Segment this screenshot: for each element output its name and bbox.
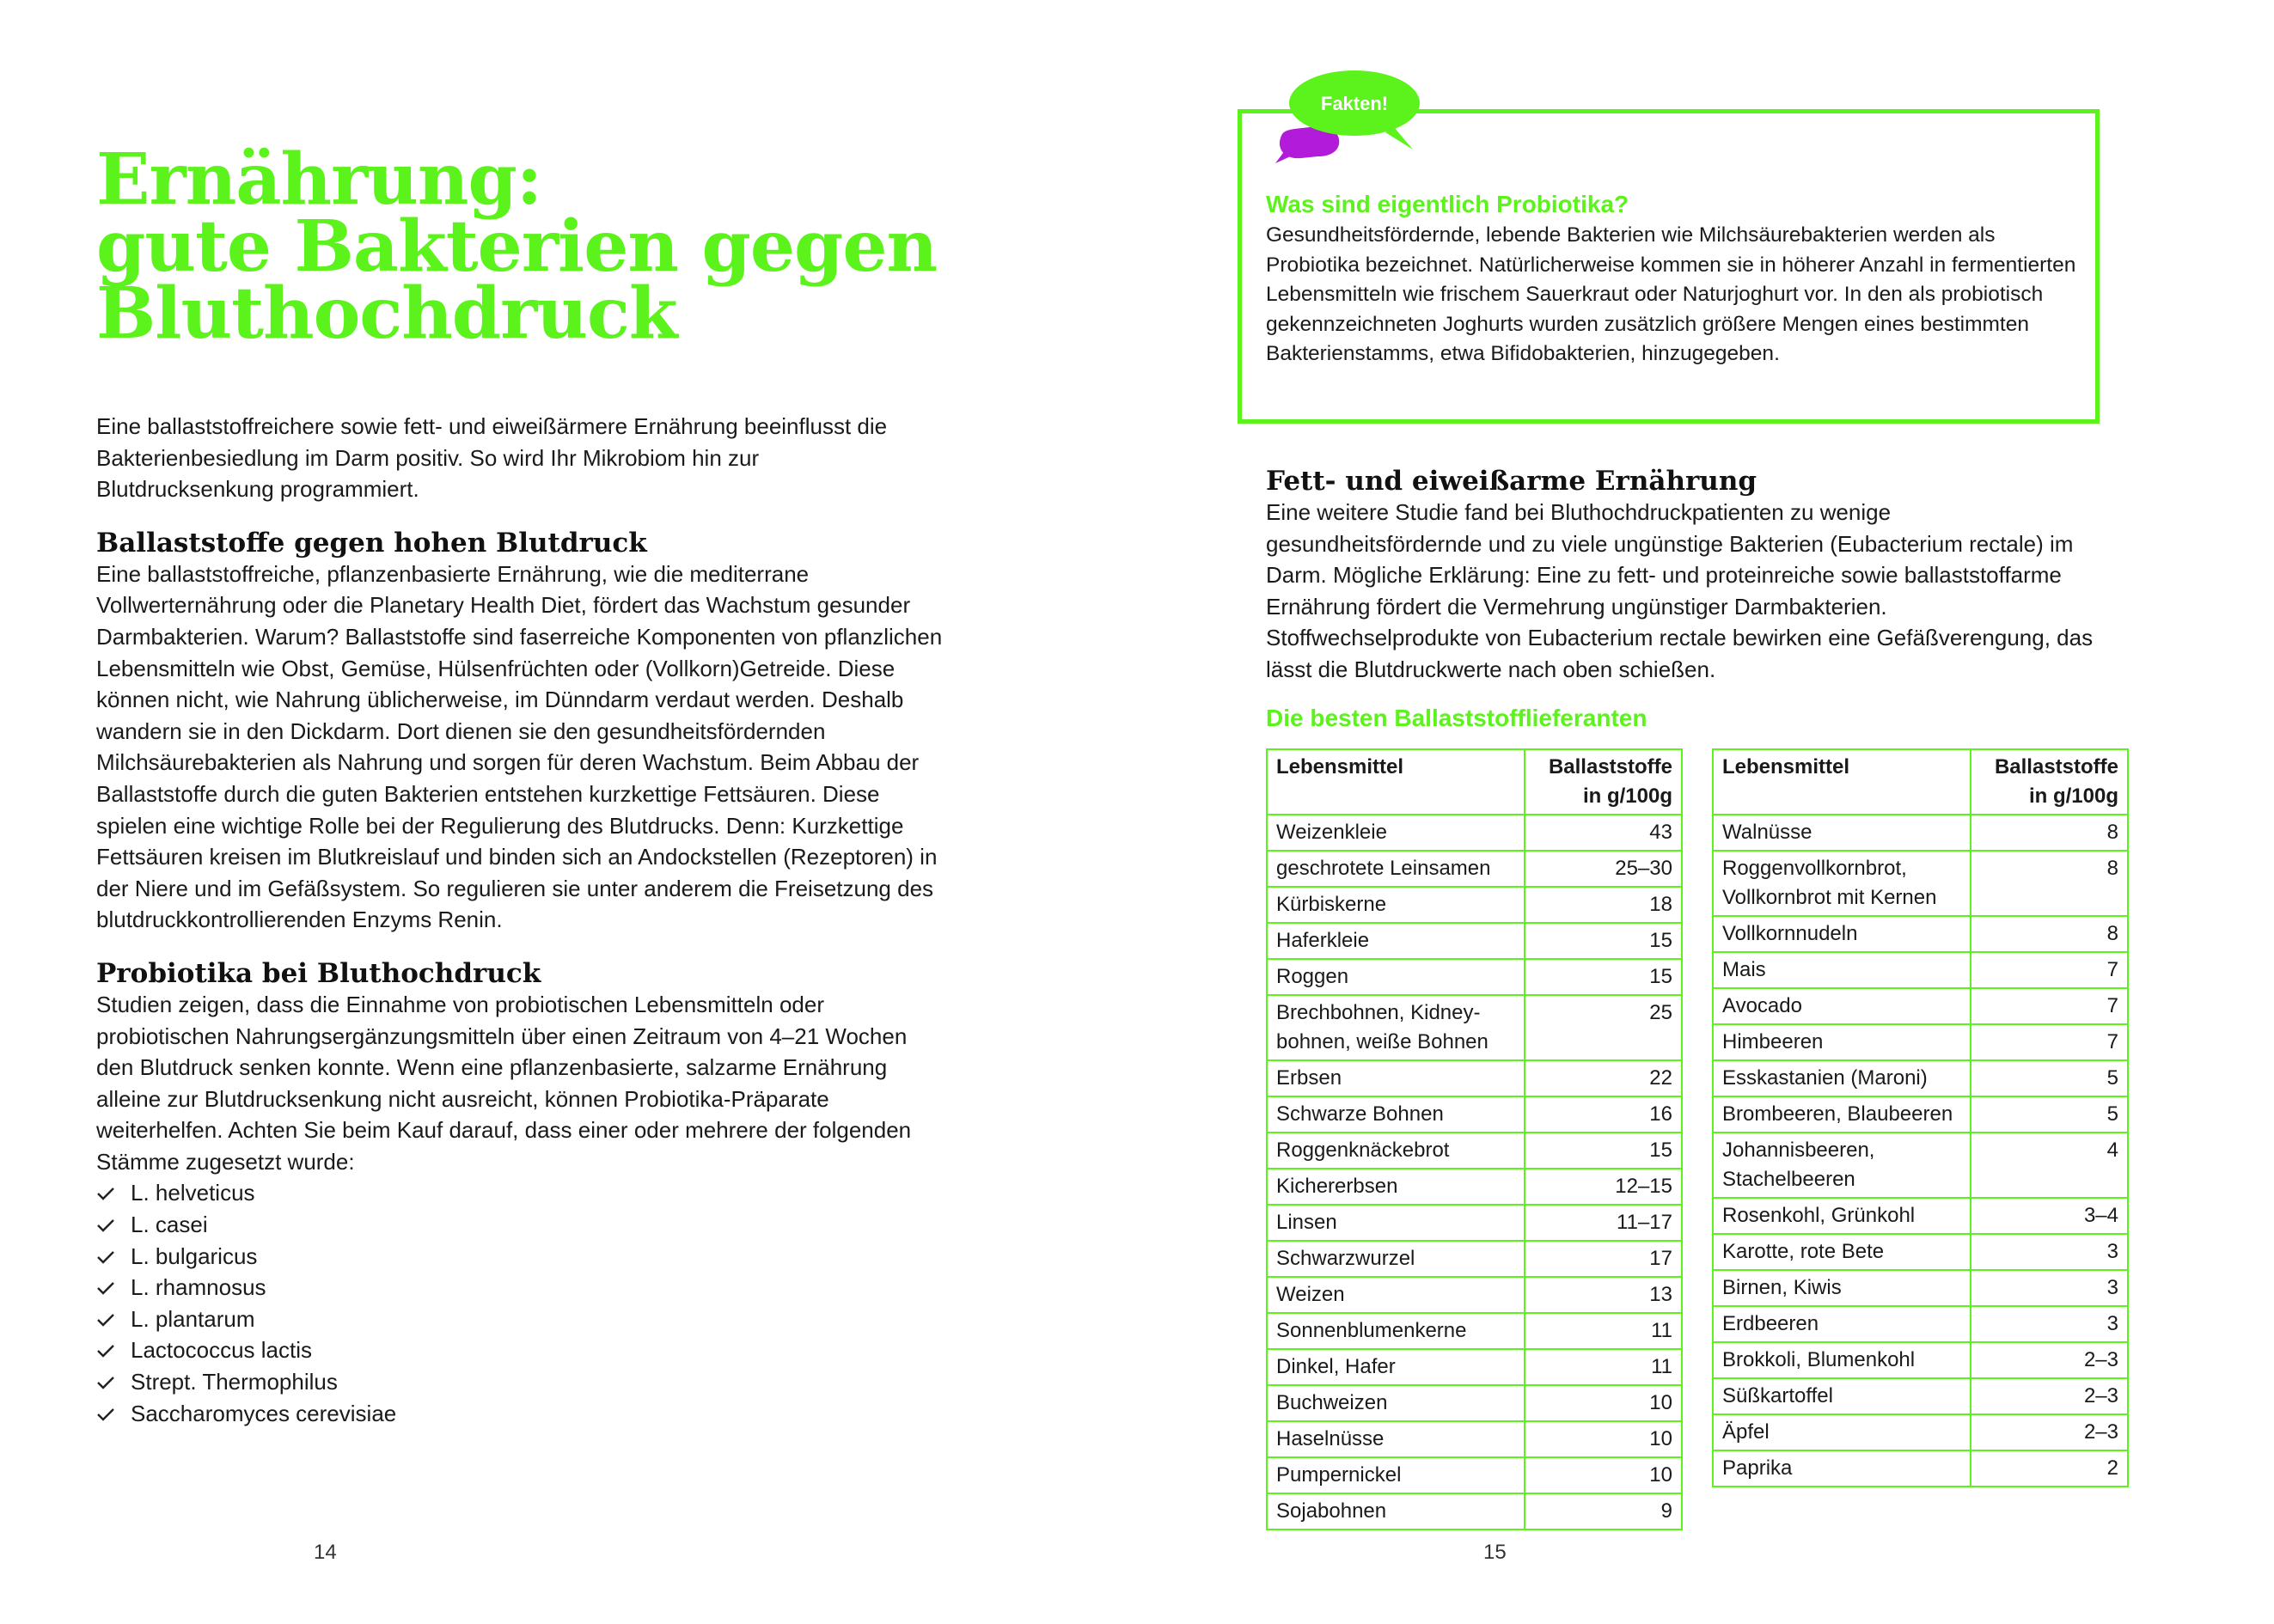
food-name: Weizenkleie	[1267, 815, 1525, 851]
food-name: Pumpernickel	[1267, 1457, 1525, 1493]
fiber-value: 15	[1525, 923, 1682, 959]
food-name: Roggenvollkornbrot, Vollkornbrot mit Kernen	[1713, 851, 1971, 916]
food-name: Sojabohnen	[1267, 1493, 1525, 1529]
table-row	[1713, 1198, 2128, 1234]
section-heading-fiber: Ballaststoffe gegen hohen Blutdruck	[96, 527, 647, 559]
fiber-value: 10	[1525, 1421, 1682, 1457]
title-line-1: Ernährung:	[96, 138, 542, 221]
table-row	[1267, 923, 1682, 959]
food-name: Weizen	[1267, 1277, 1525, 1313]
section-heading-lowfat: Fett- und eiweißarme Ernährung	[1266, 466, 1757, 497]
fiber-value: 10	[1525, 1457, 1682, 1493]
table-row	[1267, 1205, 1682, 1241]
header-fiber: Ballaststoffe in g/100g	[1525, 749, 1682, 815]
checkmark-icon	[96, 1281, 115, 1295]
fiber-value: 2	[1971, 1450, 2128, 1487]
table-header-row	[1267, 749, 1682, 815]
fiber-value: 25–30	[1525, 851, 1682, 887]
food-name: Birnen, Kiwis	[1713, 1270, 1971, 1306]
food-name: Himbeeren	[1713, 1024, 1971, 1060]
table-row	[1267, 995, 1682, 1060]
fiber-value: 43	[1525, 815, 1682, 851]
fact-text: Gesundheitsfördernde, lebende Bakterien wie Milchsäurebakterien werden als Probiotika bezeichnet. Natürlicherweise kommen sie in höherer Anzahl in fermentierten Lebensmitteln wie frischem Sauerkraut oder Naturjoghurt vor. In den als probiotisch gekennzeichneten Joghurts wurden zusätzlich größere Mengen eines bestimmten Bakterienstamms, etwa Bifidobakterien, hinzugegeben.	[1266, 223, 2076, 365]
fiber-value: 11	[1525, 1349, 1682, 1385]
food-name: Erbsen	[1267, 1060, 1525, 1096]
fiber-value: 16	[1525, 1096, 1682, 1133]
strain-label: Saccharomyces cerevisiae	[131, 1400, 397, 1426]
food-name: Linsen	[1267, 1205, 1525, 1241]
strain-label: L. plantarum	[131, 1305, 255, 1332]
fact-content	[1266, 188, 2082, 369]
fiber-value: 12–15	[1525, 1169, 1682, 1205]
fiber-value: 2–3	[1971, 1342, 2128, 1378]
food-name: Johannisbeeren, Stachelbeeren	[1713, 1133, 1971, 1198]
table-row	[1713, 1378, 2128, 1414]
food-name: geschrotete Leinsamen	[1267, 851, 1525, 887]
fiber-value: 10	[1525, 1385, 1682, 1421]
table-row	[1713, 1133, 2128, 1198]
strain-label: L. helveticus	[131, 1180, 255, 1206]
food-name: Schwarze Bohnen	[1267, 1096, 1525, 1133]
table-row	[1713, 1270, 2128, 1306]
fiber-value: 8	[1971, 916, 2128, 952]
table-row	[1267, 1060, 1682, 1096]
table-row	[1267, 815, 1682, 851]
food-name: Esskastanien (Maroni)	[1713, 1060, 1971, 1096]
fact-title: Was sind eigentlich Probiotika?	[1266, 191, 1629, 217]
fiber-value: 11	[1525, 1313, 1682, 1349]
table-row	[1267, 1385, 1682, 1421]
strain-list-item	[96, 1398, 943, 1430]
strain-list-item	[96, 1209, 943, 1241]
table-row	[1267, 959, 1682, 995]
checkmark-icon	[96, 1344, 115, 1358]
strain-label: L. rhamnosus	[131, 1274, 266, 1301]
food-name: Avocado	[1713, 988, 1971, 1024]
fiber-value: 18	[1525, 887, 1682, 923]
fact-badge-label: Fakten!	[1320, 93, 1389, 114]
section-text-fiber: Eine ballaststoffreiche, pflanzenbasierte Ernährung, wie die mediterrane Vollwerternährung oder die Planetary Health Diet, fördert das Wachstum gesunder Darmbakterien. Warum? Ballaststoffe sind faserreiche Komponenten von pflanzlichen Lebensmitteln wie Obst, Gemüse, Hülsenfrüchten oder (Vollkorn)Getreide. Diese können nicht, wie Nahrung üblicherweise, im Dünndarm verdaut werden. Deshalb wandern sie in den Dickdarm. Dort dienen sie den gesundheitsfördernden Milchsäurebakterien als Nahrung und sorgen für deren Wachstum. Beim Abbau der Ballaststoffe durch die guten Bakterien entstehen kurzkettige Fettsäuren. Diese spielen eine wichtige Rolle bei der Regulierung des Blutdrucks. Denn: Kurzkettige Fettsäuren kreisen im Blutkreislauf und binden sich an Andockstellen (Rezeptoren) in der Niere und im Gefäßsystem. So regulieren sie unter anderem die Freisetzung des blutdruckkontrollierenden Enzyms Renin.	[96, 560, 943, 933]
fiber-value: 22	[1525, 1060, 1682, 1096]
low-fat-section	[1266, 466, 2104, 686]
food-name: Haselnüsse	[1267, 1421, 1525, 1457]
table-row	[1713, 1060, 2128, 1096]
title-line-2: gute Bakterien gegen	[96, 205, 938, 288]
table-row	[1267, 1133, 1682, 1169]
table-row	[1713, 952, 2128, 988]
checkmark-icon	[96, 1376, 115, 1389]
table-row	[1267, 1277, 1682, 1313]
page-number-left: 14	[314, 1541, 337, 1564]
title-line-3: Bluthochdruck	[96, 272, 677, 355]
table-row	[1267, 1241, 1682, 1277]
checkmark-icon	[96, 1187, 115, 1200]
table-row	[1713, 916, 2128, 952]
food-name: Walnüsse	[1713, 815, 1971, 851]
food-name: Kürbiskerne	[1267, 887, 1525, 923]
food-name: Vollkornnudeln	[1713, 916, 1971, 952]
food-name: Buchweizen	[1267, 1385, 1525, 1421]
food-name: Roggen	[1267, 959, 1525, 995]
table-row	[1713, 1306, 2128, 1342]
fiber-value: 11–17	[1525, 1205, 1682, 1241]
speech-bubble-icon	[1265, 67, 1437, 166]
food-name: Rosenkohl, Grünkohl	[1713, 1198, 1971, 1234]
fiber-value: 7	[1971, 952, 2128, 988]
strain-list-item	[96, 1177, 943, 1209]
food-name: Roggenknäckebrot	[1267, 1133, 1525, 1169]
section-text-lowfat: Eine weitere Studie fand bei Bluthochdruckpatienten zu wenige gesundheitsfördernde und zu viele ungünstige Bakterien (Eubacterium rectale) im Darm. Mögliche Erklärung: Eine zu fett- und proteinreiche sowie ballaststoffarme Ernährung fördert die Vermehrung ungünstiger Darmbakterien. Stoffwechselprodukte von Eubacterium rectale bewirken eine Gefäßverengung, das lässt die Blutdruckwerte nach oben schießen.	[1266, 499, 2094, 682]
fiber-value: 15	[1525, 1133, 1682, 1169]
strain-list-item	[96, 1334, 943, 1366]
strain-list-item	[96, 1272, 943, 1303]
intro-paragraph: Eine ballaststoffreichere sowie fett- und eiweißärmere Ernährung beeinflusst die Bakterienbesiedlung im Darm positiv. So wird Ihr Mikrobiom hin zur Blutdrucksenkung programmiert.	[96, 413, 888, 503]
food-name: Süßkartoffel	[1713, 1378, 1971, 1414]
section-heading-probiotics: Probiotika bei Bluthochdruck	[96, 957, 541, 989]
checkmark-icon	[96, 1313, 115, 1327]
table-title: Die besten Ballaststofflieferanten	[1266, 705, 1647, 731]
checkmark-icon	[96, 1250, 115, 1264]
food-name: Brechbohnen, Kidney- bohnen, weiße Bohnen	[1267, 995, 1525, 1060]
fiber-value: 3	[1971, 1270, 2128, 1306]
table-row	[1267, 1493, 1682, 1529]
fiber-value: 5	[1971, 1060, 2128, 1096]
page-number-right: 15	[1483, 1541, 1507, 1564]
checkmark-icon	[96, 1218, 115, 1232]
table-row	[1713, 988, 2128, 1024]
food-name: Schwarzwurzel	[1267, 1241, 1525, 1277]
fiber-value: 13	[1525, 1277, 1682, 1313]
strain-label: L. bulgaricus	[131, 1242, 258, 1269]
food-name: Paprika	[1713, 1450, 1971, 1487]
food-name: Sonnenblumenkerne	[1267, 1313, 1525, 1349]
left-page	[96, 138, 943, 1429]
table-row	[1713, 1096, 2128, 1133]
table-row	[1713, 851, 2128, 916]
fiber-value: 5	[1971, 1096, 2128, 1133]
table-row	[1267, 1421, 1682, 1457]
strain-label: L. casei	[131, 1212, 208, 1238]
food-name: Erdbeeren	[1713, 1306, 1971, 1342]
checkmark-icon	[96, 1407, 115, 1421]
food-name: Dinkel, Hafer	[1267, 1349, 1525, 1385]
strain-label: Strept. Thermophilus	[131, 1369, 338, 1395]
table-row	[1713, 1342, 2128, 1378]
table-row	[1713, 1414, 2128, 1450]
fiber-value: 15	[1525, 959, 1682, 995]
food-name: Karotte, rote Bete	[1713, 1234, 1971, 1270]
fiber-value: 7	[1971, 1024, 2128, 1060]
fiber-value: 9	[1525, 1493, 1682, 1529]
table-row	[1267, 1457, 1682, 1493]
table-row	[1713, 1234, 2128, 1270]
strain-label: Lactococcus lactis	[131, 1337, 312, 1364]
fiber-value: 4	[1971, 1133, 2128, 1198]
food-name: Brombeeren, Blaubeeren	[1713, 1096, 1971, 1133]
table-row	[1713, 1450, 2128, 1487]
fiber-value: 25	[1525, 995, 1682, 1060]
table-row	[1267, 1349, 1682, 1385]
table-row	[1713, 1024, 2128, 1060]
section-text-probiotics: Studien zeigen, dass die Einnahme von probiotischen Lebensmitteln oder probiotischen Nahrungsergänzungsmitteln über einen Zeitraum von 4–21 Wochen den Blutdruck senken konnte. Wenn eine pflanzenbasierte, salzarme Ernährung alleine zur Blutdrucksenkung nicht ausreicht, können Probiotika-Präparate weiterhelfen. Achten Sie beim Kauf darauf, dass einer oder mehrere der folgenden Stämme zugesetzt wurde:	[96, 991, 912, 1175]
table-row	[1267, 1313, 1682, 1349]
page-title	[96, 138, 943, 355]
table-row	[1267, 1169, 1682, 1205]
table-row	[1713, 815, 2128, 851]
food-name: Äpfel	[1713, 1414, 1971, 1450]
food-name: Mais	[1713, 952, 1971, 988]
table-row	[1267, 887, 1682, 923]
fiber-value: 7	[1971, 988, 2128, 1024]
header-food: Lebensmittel	[1713, 749, 1971, 815]
strain-checklist	[96, 1177, 943, 1429]
fiber-table-1	[1266, 748, 1683, 1530]
fiber-value: 17	[1525, 1241, 1682, 1277]
food-name: Brokkoli, Blumenkohl	[1713, 1342, 1971, 1378]
fiber-value: 8	[1971, 851, 2128, 916]
header-food: Lebensmittel	[1267, 749, 1525, 815]
strain-list-item	[96, 1241, 943, 1273]
fiber-value: 3	[1971, 1306, 2128, 1342]
header-fiber: Ballaststoffe in g/100g	[1971, 749, 2128, 815]
fiber-value: 2–3	[1971, 1414, 2128, 1450]
table-header-row	[1713, 749, 2128, 815]
food-name: Haferkleie	[1267, 923, 1525, 959]
fiber-value: 8	[1971, 815, 2128, 851]
fiber-table-2	[1712, 748, 2129, 1487]
strain-list-item	[96, 1303, 943, 1335]
fiber-value: 2–3	[1971, 1378, 2128, 1414]
fiber-value: 3	[1971, 1234, 2128, 1270]
table-row	[1267, 1096, 1682, 1133]
table-row	[1267, 851, 1682, 887]
food-name: Kichererbsen	[1267, 1169, 1525, 1205]
strain-list-item	[96, 1366, 943, 1398]
fiber-value: 3–4	[1971, 1198, 2128, 1234]
